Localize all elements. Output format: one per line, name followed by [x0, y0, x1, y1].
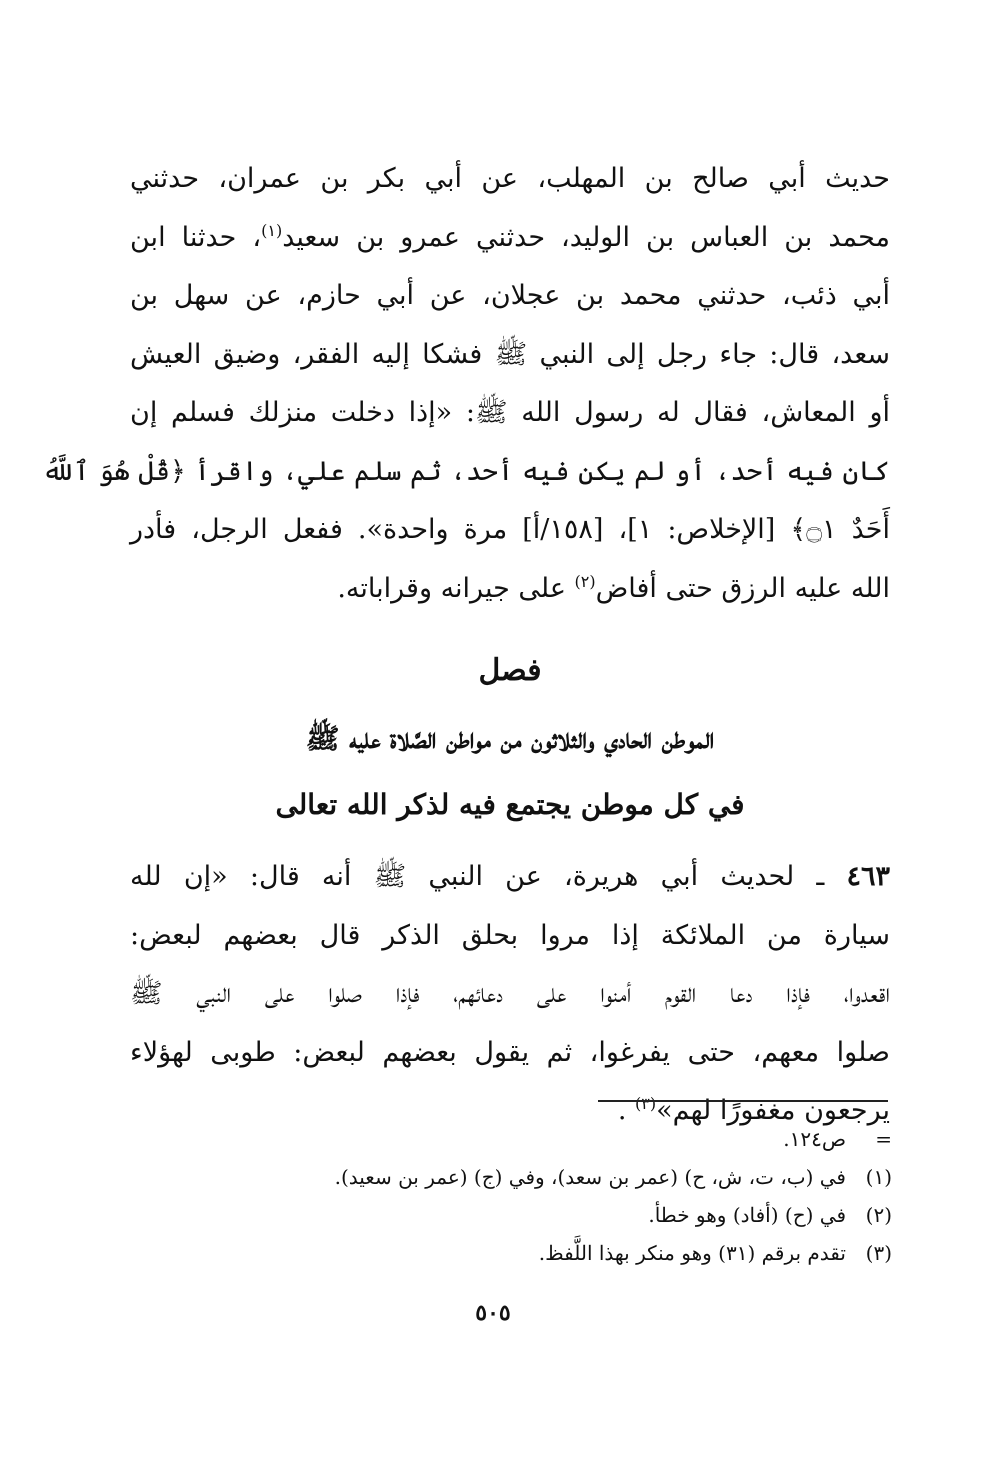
text-segment: يرجعون مغفورًا لهم»: [656, 1095, 890, 1126]
section-subtitle: في كل موطن يجتمع فيه لذكر الله تعالى: [275, 788, 745, 821]
text-line: سيارة من الملائكة إذا مروا بحلق الذكر قال بعضهم لبعض:: [130, 919, 890, 951]
text-line: حديث أبي صالح بن المهلب، عن أبي بكر بن عمران، حدثني: [130, 163, 890, 194]
text-line: أَحَدٌ ۝١﴾ [الإخلاص: ١]، [١٥٨/أ] مرة واحدة». ففعل الرجل، فأدر: [130, 514, 890, 545]
footnote-text: في (ب، ت، ش، ح) (عمر بن سعد)، وفي (ج) (عمر بن سعيد).: [334, 1165, 846, 1189]
footnote-mark: (١): [865, 1165, 892, 1189]
footnote-text: في (ح) (أفاد) وهو خطأ.: [648, 1203, 846, 1227]
page-number: ٥٠٥: [475, 1300, 511, 1326]
text-segment: على جيرانه وقراباته.: [337, 572, 575, 604]
footnote-item: [130, 1196, 892, 1234]
footnotes: [130, 1120, 892, 1272]
footnote-mark: (٢): [865, 1203, 892, 1227]
text-line: أو المعاش، فقال له رسول الله ﷺ: «إذا دخلت منزلك فسلم إن: [130, 397, 890, 428]
footnote-mark: =: [875, 1127, 892, 1151]
footnote-divider: [598, 1100, 888, 1102]
text-line: [130, 209, 890, 268]
footnote-ref-3[interactable]: (٣): [635, 1094, 657, 1113]
page-body: [42, 150, 891, 1141]
footnote-item: [130, 1158, 892, 1196]
text-line: اقعدوا، فإذا دعا القوم أمنوا على دعائهم، فإذا صلوا على النبي ﷺ: [130, 978, 890, 1009]
paragraph-hadith-463: [130, 848, 890, 1141]
text-line: [130, 560, 890, 619]
text-line: كان فيه أحد، أو لم يكن فيه أحد، ثم سلم علي، واقرأ ﴿قُلْ هُوَ ٱللَّهُ: [42, 455, 890, 487]
text-segment: الله عليه الرزق حتى أفاض: [595, 572, 890, 604]
text-line: صلوا معهم، حتى يفرغوا، ثم يقول بعضهم لبعض: طوبى لهؤلاء: [130, 1036, 890, 1068]
text-segment: .: [617, 1095, 636, 1126]
text-line: أبي ذئب، حدثني محمد بن عجلان، عن أبي حازم، عن سهل بن: [130, 280, 890, 311]
text-line: [130, 848, 890, 907]
section-heading: فصل: [478, 653, 542, 688]
paragraph-hadith-462: [42, 150, 891, 618]
hadith-number: ٤٦٣: [846, 861, 890, 892]
text-segment: ، حدثنا ابن: [130, 221, 262, 253]
footnote-ref-2[interactable]: (٢): [574, 571, 596, 591]
footnote-item: [130, 1234, 892, 1272]
footnote-item: [130, 1120, 892, 1158]
footnote-ref-1[interactable]: (١): [261, 220, 283, 240]
footnote-mark: (٣): [865, 1241, 892, 1265]
text-line: سعد، قال: جاء رجل إلى النبي ﷺ فشكا إليه الفقر، وضيق العيش: [130, 338, 890, 370]
footnote-text: ص١٢٤.: [783, 1127, 846, 1151]
section-title: الموطن الحادي والثلاثون من مواطن الصَّلاة عليه ﷺ: [305, 722, 715, 755]
text-segment: محمد بن العباس بن الوليد، حدثني عمرو بن سعيد: [282, 221, 891, 253]
footnote-text: تقدم برقم (٣١) وهو منكر بهذا اللَّفظ.: [538, 1241, 846, 1265]
text-segment: ـ لحديث أبي هريرة، عن النبي ﷺ أنه قال: «إن لله: [130, 861, 847, 892]
